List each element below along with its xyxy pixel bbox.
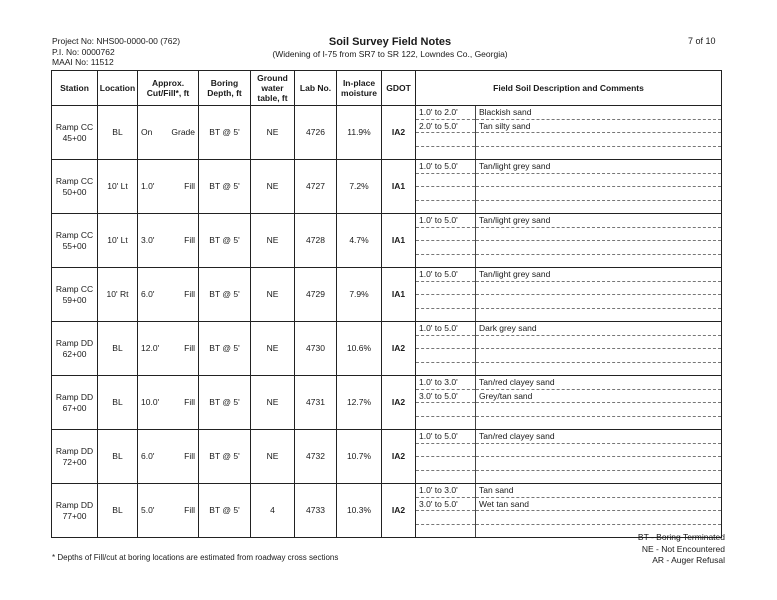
depth-range bbox=[416, 295, 476, 309]
description-line bbox=[416, 227, 721, 241]
groundwater-cell: NE bbox=[251, 106, 295, 160]
col-description: Field Soil Description and Comments bbox=[416, 71, 722, 106]
soil-description bbox=[476, 470, 722, 483]
station-ramp: Ramp CC bbox=[55, 283, 94, 294]
depth-range bbox=[416, 133, 476, 147]
description-line bbox=[416, 146, 721, 159]
cutfill-cell bbox=[138, 376, 199, 430]
table-row bbox=[52, 322, 722, 376]
depth-range bbox=[416, 349, 476, 363]
depth-range bbox=[416, 227, 476, 241]
moisture-cell: 10.6% bbox=[337, 322, 382, 376]
description-line bbox=[416, 119, 721, 133]
description-cell bbox=[416, 484, 722, 538]
station-number: 50+00 bbox=[62, 186, 87, 197]
soil-description bbox=[476, 335, 722, 349]
station-number: 59+00 bbox=[62, 294, 87, 305]
station-cell bbox=[52, 430, 98, 484]
soil-description bbox=[476, 227, 722, 241]
cutfill-type: Fill bbox=[184, 451, 195, 461]
description-line bbox=[416, 322, 721, 335]
cutfill-value: 6.0' bbox=[141, 289, 155, 299]
depth-range bbox=[416, 335, 476, 349]
cutfill-cell bbox=[138, 106, 199, 160]
depth-range bbox=[416, 524, 476, 537]
moisture-cell: 12.7% bbox=[337, 376, 382, 430]
boring-depth-cell: BT @ 5' bbox=[199, 430, 251, 484]
description-line bbox=[416, 376, 721, 389]
description-cell bbox=[416, 214, 722, 268]
cutfill-cell bbox=[138, 484, 199, 538]
groundwater-cell: NE bbox=[251, 322, 295, 376]
station-ramp: Ramp CC bbox=[55, 229, 94, 240]
soil-description bbox=[476, 308, 722, 321]
soil-description: Tan/light grey sand bbox=[476, 214, 722, 227]
gdot-cell: IA1 bbox=[382, 268, 416, 322]
station-cell bbox=[52, 214, 98, 268]
document-subtitle: (Widening of I-75 from SR7 to SR 122, Lowndes Co., Georgia) bbox=[272, 49, 508, 59]
depth-range bbox=[416, 457, 476, 471]
description-line bbox=[416, 241, 721, 255]
gdot-cell: IA2 bbox=[382, 376, 416, 430]
depth-range bbox=[416, 173, 476, 187]
station-number: 72+00 bbox=[62, 456, 87, 467]
soil-description bbox=[476, 295, 722, 309]
abbreviation-legend bbox=[638, 532, 725, 567]
description-line bbox=[416, 187, 721, 201]
depth-range: 1.0' to 5.0' bbox=[416, 268, 476, 281]
moisture-cell: 7.2% bbox=[337, 160, 382, 214]
station-ramp: Ramp DD bbox=[55, 391, 94, 402]
station-ramp: Ramp DD bbox=[55, 337, 94, 348]
station-number: 45+00 bbox=[62, 132, 87, 143]
groundwater-cell: NE bbox=[251, 430, 295, 484]
gdot-cell: IA2 bbox=[382, 106, 416, 160]
depth-range bbox=[416, 254, 476, 267]
project-info bbox=[52, 36, 180, 68]
location-cell: BL bbox=[98, 430, 138, 484]
description-line bbox=[416, 416, 721, 429]
boring-depth-cell: BT @ 5' bbox=[199, 214, 251, 268]
soil-description: Grey/tan sand bbox=[476, 389, 722, 403]
soil-survey-table bbox=[51, 70, 722, 538]
soil-description: Blackish sand bbox=[476, 106, 722, 119]
soil-description bbox=[476, 173, 722, 187]
description-cell bbox=[416, 268, 722, 322]
lab-no-cell: 4729 bbox=[295, 268, 337, 322]
description-line bbox=[416, 308, 721, 321]
table-row bbox=[52, 430, 722, 484]
station-cell bbox=[52, 268, 98, 322]
description-line bbox=[416, 389, 721, 403]
cutfill-type: Fill bbox=[184, 397, 195, 407]
description-line bbox=[416, 430, 721, 443]
legend-ne: NE - Not Encountered bbox=[641, 543, 725, 554]
description-line bbox=[416, 281, 721, 295]
soil-description: Tan/light grey sand bbox=[476, 160, 722, 173]
description-line bbox=[416, 403, 721, 417]
cutfill-cell bbox=[138, 214, 199, 268]
col-boring-depth: Boring Depth, ft bbox=[199, 71, 251, 106]
station-ramp: Ramp CC bbox=[55, 175, 94, 186]
soil-description: Wet tan sand bbox=[476, 497, 722, 511]
soil-description bbox=[476, 200, 722, 213]
depth-range: 1.0' to 5.0' bbox=[416, 430, 476, 443]
boring-depth-cell: BT @ 5' bbox=[199, 484, 251, 538]
description-cell bbox=[416, 106, 722, 160]
cutfill-value: 3.0' bbox=[141, 235, 155, 245]
soil-description bbox=[476, 416, 722, 429]
description-line bbox=[416, 484, 721, 497]
station-number: 67+00 bbox=[62, 402, 87, 413]
location-cell: BL bbox=[98, 106, 138, 160]
groundwater-cell: NE bbox=[251, 268, 295, 322]
location-cell: BL bbox=[98, 484, 138, 538]
description-line bbox=[416, 443, 721, 457]
table-row bbox=[52, 268, 722, 322]
depth-range bbox=[416, 308, 476, 321]
description-line bbox=[416, 362, 721, 375]
soil-description bbox=[476, 349, 722, 363]
cutfill-type: Fill bbox=[184, 235, 195, 245]
depth-range: 1.0' to 2.0' bbox=[416, 106, 476, 119]
station-cell bbox=[52, 160, 98, 214]
groundwater-cell: NE bbox=[251, 376, 295, 430]
description-line bbox=[416, 457, 721, 471]
moisture-cell: 11.9% bbox=[337, 106, 382, 160]
description-line bbox=[416, 349, 721, 363]
col-gdot: GDOT bbox=[382, 71, 416, 106]
station-number: 77+00 bbox=[62, 510, 87, 521]
description-line bbox=[416, 470, 721, 483]
cutfill-value: On bbox=[141, 127, 153, 137]
groundwater-cell: 4 bbox=[251, 484, 295, 538]
maai-number: MAAI No: 11512 bbox=[52, 57, 114, 67]
pi-number: P.I. No: 0000762 bbox=[52, 46, 115, 57]
soil-description bbox=[476, 146, 722, 159]
depth-range bbox=[416, 511, 476, 525]
col-station: Station bbox=[52, 71, 98, 106]
cutfill-type: Fill bbox=[184, 343, 195, 353]
description-cell bbox=[416, 430, 722, 484]
moisture-cell: 10.3% bbox=[337, 484, 382, 538]
soil-description: Tan/red clayey sand bbox=[476, 430, 722, 443]
lab-no-cell: 4730 bbox=[295, 322, 337, 376]
description-line bbox=[416, 295, 721, 309]
depth-range bbox=[416, 146, 476, 159]
soil-description: Tan/light grey sand bbox=[476, 268, 722, 281]
cutfill-cell bbox=[138, 160, 199, 214]
col-location: Location bbox=[98, 71, 138, 106]
moisture-cell: 10.7% bbox=[337, 430, 382, 484]
project-number: Project No: NHS00-0000-00 (762) bbox=[52, 36, 181, 46]
depth-range: 2.0' to 5.0' bbox=[416, 119, 476, 133]
legend-ar: AR - Auger Refusal bbox=[652, 555, 725, 565]
station-cell bbox=[52, 484, 98, 538]
depth-range: 3.0' to 5.0' bbox=[416, 497, 476, 511]
boring-depth-cell: BT @ 5' bbox=[199, 376, 251, 430]
soil-description bbox=[476, 133, 722, 147]
depth-range bbox=[416, 443, 476, 457]
lab-no-cell: 4733 bbox=[295, 484, 337, 538]
depth-range bbox=[416, 470, 476, 483]
depth-range: 1.0' to 5.0' bbox=[416, 322, 476, 335]
col-lab-no: Lab No. bbox=[295, 71, 337, 106]
location-cell: 10' Rt bbox=[98, 268, 138, 322]
cutfill-cell bbox=[138, 268, 199, 322]
col-cutfill: Approx. Cut/Fill*, ft bbox=[138, 71, 199, 106]
lab-no-cell: 4727 bbox=[295, 160, 337, 214]
soil-description bbox=[476, 187, 722, 201]
cutfill-cell bbox=[138, 430, 199, 484]
footnote: * Depths of Fill/cut at boring locations are estimated from roadway cross sections bbox=[52, 553, 339, 562]
depth-range: 1.0' to 3.0' bbox=[416, 484, 476, 497]
description-cell bbox=[416, 376, 722, 430]
groundwater-cell: NE bbox=[251, 214, 295, 268]
depth-range bbox=[416, 241, 476, 255]
description-line bbox=[416, 497, 721, 511]
table-row bbox=[52, 376, 722, 430]
soil-description bbox=[476, 362, 722, 375]
depth-range: 1.0' to 3.0' bbox=[416, 376, 476, 389]
description-line bbox=[416, 268, 721, 281]
soil-description bbox=[476, 241, 722, 255]
soil-description bbox=[476, 511, 722, 525]
legend-bt: BT - Boring Terminated bbox=[637, 532, 725, 542]
depth-range bbox=[416, 403, 476, 417]
description-line bbox=[416, 133, 721, 147]
description-line bbox=[416, 254, 721, 267]
groundwater-cell: NE bbox=[251, 160, 295, 214]
gdot-cell: IA2 bbox=[382, 484, 416, 538]
boring-depth-cell: BT @ 5' bbox=[199, 322, 251, 376]
gdot-cell: IA1 bbox=[382, 214, 416, 268]
depth-range bbox=[416, 281, 476, 295]
depth-range: 1.0' to 5.0' bbox=[416, 160, 476, 173]
table-row bbox=[52, 106, 722, 160]
table-row bbox=[52, 160, 722, 214]
soil-description bbox=[476, 254, 722, 267]
description-line bbox=[416, 173, 721, 187]
soil-description bbox=[476, 457, 722, 471]
boring-depth-cell: BT @ 5' bbox=[199, 268, 251, 322]
soil-description bbox=[476, 443, 722, 457]
description-line bbox=[416, 106, 721, 119]
cutfill-cell bbox=[138, 322, 199, 376]
col-moisture: In-place moisture bbox=[337, 71, 382, 106]
description-line bbox=[416, 214, 721, 227]
col-groundwater: Ground water table, ft bbox=[251, 71, 295, 106]
lab-no-cell: 4726 bbox=[295, 106, 337, 160]
station-ramp: Ramp DD bbox=[55, 445, 94, 456]
depth-range: 1.0' to 5.0' bbox=[416, 214, 476, 227]
boring-depth-cell: BT @ 5' bbox=[199, 106, 251, 160]
page-number: 7 of 10 bbox=[688, 36, 716, 46]
soil-description bbox=[476, 281, 722, 295]
depth-range bbox=[416, 200, 476, 213]
description-cell bbox=[416, 160, 722, 214]
depth-range bbox=[416, 362, 476, 375]
description-cell bbox=[416, 322, 722, 376]
cutfill-type: Grade bbox=[171, 127, 195, 137]
cutfill-type: Fill bbox=[184, 505, 195, 515]
soil-description: Dark grey sand bbox=[476, 322, 722, 335]
soil-description bbox=[476, 403, 722, 417]
lab-no-cell: 4732 bbox=[295, 430, 337, 484]
description-line bbox=[416, 200, 721, 213]
lab-no-cell: 4731 bbox=[295, 376, 337, 430]
soil-description: Tan/red clayey sand bbox=[476, 376, 722, 389]
description-line bbox=[416, 335, 721, 349]
moisture-cell: 7.9% bbox=[337, 268, 382, 322]
cutfill-type: Fill bbox=[184, 181, 195, 191]
description-line bbox=[416, 160, 721, 173]
lab-no-cell: 4728 bbox=[295, 214, 337, 268]
table-row bbox=[52, 214, 722, 268]
cutfill-value: 6.0' bbox=[141, 451, 155, 461]
boring-depth-cell: BT @ 5' bbox=[199, 160, 251, 214]
description-line bbox=[416, 511, 721, 525]
depth-range bbox=[416, 416, 476, 429]
station-cell bbox=[52, 106, 98, 160]
gdot-cell: IA2 bbox=[382, 430, 416, 484]
gdot-cell: IA1 bbox=[382, 160, 416, 214]
table-header-row bbox=[52, 71, 722, 106]
gdot-cell: IA2 bbox=[382, 322, 416, 376]
location-cell: 10' Lt bbox=[98, 214, 138, 268]
soil-description: Tan sand bbox=[476, 484, 722, 497]
cutfill-value: 10.0' bbox=[141, 397, 160, 407]
location-cell: BL bbox=[98, 322, 138, 376]
location-cell: BL bbox=[98, 376, 138, 430]
location-cell: 10' Lt bbox=[98, 160, 138, 214]
depth-range bbox=[416, 187, 476, 201]
cutfill-type: Fill bbox=[184, 289, 195, 299]
station-number: 62+00 bbox=[62, 348, 87, 359]
station-cell bbox=[52, 322, 98, 376]
table-row bbox=[52, 484, 722, 538]
document-title: Soil Survey Field Notes bbox=[328, 36, 452, 48]
soil-description: Tan silty sand bbox=[476, 119, 722, 133]
station-number: 55+00 bbox=[62, 240, 87, 251]
depth-range: 3.0' to 5.0' bbox=[416, 389, 476, 403]
cutfill-value: 1.0' bbox=[141, 181, 155, 191]
document-header bbox=[250, 36, 530, 59]
moisture-cell: 4.7% bbox=[337, 214, 382, 268]
station-cell bbox=[52, 376, 98, 430]
station-ramp: Ramp CC bbox=[55, 121, 94, 132]
cutfill-value: 12.0' bbox=[141, 343, 160, 353]
station-ramp: Ramp DD bbox=[55, 499, 94, 510]
cutfill-value: 5.0' bbox=[141, 505, 155, 515]
